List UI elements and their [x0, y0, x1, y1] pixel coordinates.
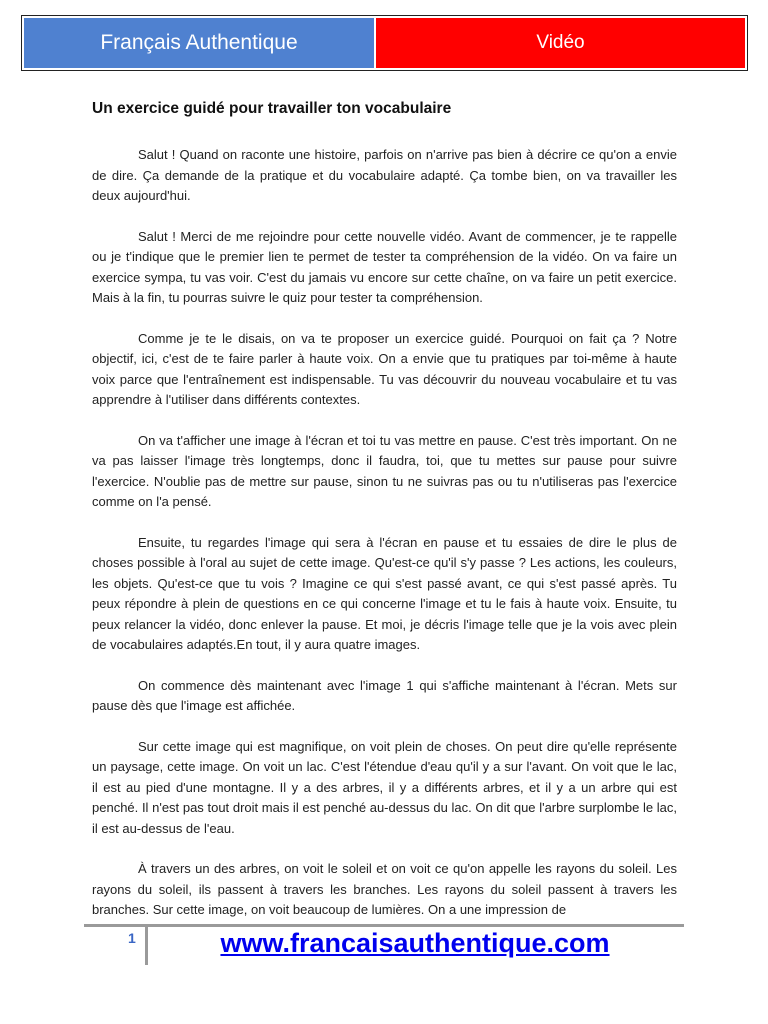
website-link[interactable]: www.francaisauthentique.com — [220, 928, 610, 958]
page-number: 1 — [128, 930, 136, 946]
paragraph: On va t'afficher une image à l'écran et toi tu vas mettre en pause. C'est très important. On ne va pas laisser l'image très longtemps, donc il faudra, toi, que tu mettes sur pause pour suivre l'exercice. N'oublie pas de mettre sur pause, sinon tu ne suivras pas ou tu n'utiliseras pas l'exercice comme on l'a pensé. — [92, 432, 677, 509]
paragraph: Salut ! Merci de me rejoindre pour cette nouvelle vidéo. Avant de commencer, je te rappelle ou je t'indique que le premier lien te permet de tester ta compréhension de la vidéo. On va faire un exercice sympa, tu vas voir. C'est du jamais vu encore sur cette chaîne, on va faire un petit exercice. Mais à la fin, tu pourras suivre le quiz pour tester ta compréhension. — [92, 228, 677, 305]
footer-divider — [84, 924, 684, 927]
paragraph: Ensuite, tu regardes l'image qui sera à l'écran en pause et tu essaies de dire le plus de choses possible à l'oral au sujet de cette image. Qu'est-ce qu'il s'y passe ? Les actions, les couleurs, les objets. Qu'est-ce que tu vois ? Imagine ce qui s'est passé avant, ce qui s'est passé après. Tu peux répondre à plein de questions en ce qui concerne l'image et tu le fais à haute voix. Ensuite, tu peux relancer la vidéo, donc enlever la pause. Et moi, je décris l'image telle que je la vois avec plein de vocabulaires adaptés.En tout, il y aura quatre images. — [92, 534, 677, 652]
brand-label: Français Authentique — [24, 18, 376, 68]
paragraph: Salut ! Quand on raconte une histoire, parfois on n'arrive pas bien à décrire ce qu'on a envie de dire. Ça demande de la pratique et du vocabulaire adapté. Ça tombe bien, on va travailler les deux aujourd'hui. — [92, 147, 677, 203]
paragraph: Comme je te le disais, on va te proposer un exercice guidé. Pourquoi on fait ça ? Notre objectif, ici, c'est de te faire parler à haute voix. On a envie que tu pratiques par toi-même à haute voix parce que l'entraînement est indispensable. Tu vas découvrir du nouveau vocabulaire et tu vas apprendre à l'utiliser dans différents contextes. — [92, 330, 677, 407]
document-body — [92, 100, 677, 941]
document-title: Un exercice guidé pour travailler ton vocabulaire — [92, 100, 452, 117]
section-label: Vidéo — [376, 18, 745, 68]
paragraph: Sur cette image qui est magnifique, on voit plein de choses. On peut dire qu'elle représente un paysage, cette image. On voit un lac. C'est l'étendue d'eau qu'il y a sur l'avant. On voit que le lac, il est au pied d'une montagne. Il y a des arbres, il y a différents arbres, et il y a un arbre qui est penché. Il n'est pas tout droit mais il est penché au-dessus du lac. On dit que l'arbre surplombe le lac, il est au-dessus de l'eau. — [92, 738, 677, 836]
document-header — [21, 15, 748, 71]
paragraph: On commence dès maintenant avec l'image 1 qui s'affiche maintenant à l'écran. Mets sur pause dès que l'image est affichée. — [92, 677, 677, 713]
page-number-separator — [145, 927, 148, 965]
paragraph: À travers un des arbres, on voit le soleil et on voit ce qu'on appelle les rayons du soleil. Les rayons du soleil, ils passent à travers les branches. Les rayons du soleil passent à travers les branches. Sur cette image, on voit beaucoup de lumières. On a une impression de — [92, 861, 677, 917]
